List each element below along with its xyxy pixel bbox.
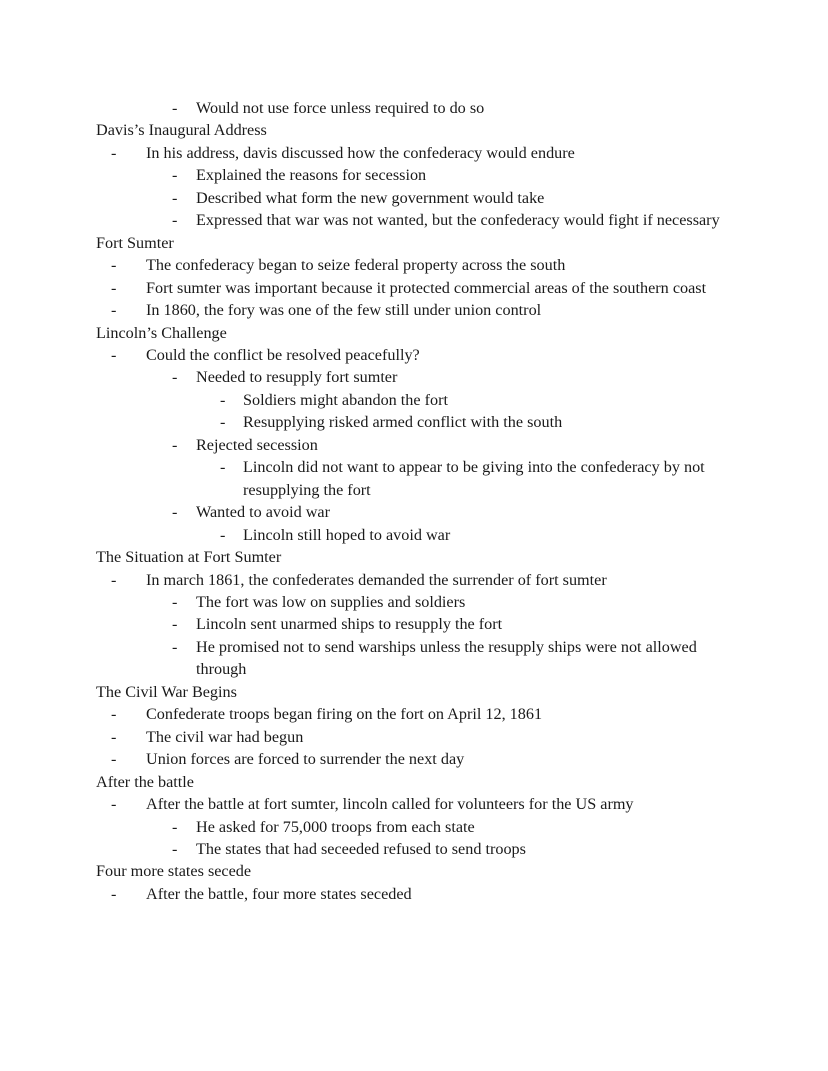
outline-item-text: In march 1861, the confederates demanded the surrender of fort sumter [146,570,607,589]
outline-item-text: Fort sumter was important because it protected commercial areas of the southern coast [146,278,707,297]
outline-item [111,344,732,366]
outline-item-text: Expressed that war was not wanted, but the confederacy would fight if necessary [196,211,720,230]
outline-item-text: After the battle at fort sumter, lincoln called for volunteers for the US army [146,795,634,814]
bullet-dash-icon: - [111,143,117,162]
outline-item-text: Confederate troops began firing on the fort on April 12, 1861 [146,705,543,724]
bullet-dash-icon: - [172,592,178,611]
outline-item-text: Resupplying risked armed conflict with the south [243,413,563,432]
outline-item-text: The confederacy began to seize federal property across the south [146,256,566,275]
outline-item-text: Lincoln sent unarmed ships to resupply the fort [196,615,503,634]
bullet-dash-icon: - [111,705,117,724]
outline-item [111,726,732,748]
bullet-dash-icon: - [111,301,117,320]
outline-item-text: Described what form the new government would take [196,188,545,207]
bullet-dash-icon: - [172,211,178,230]
outline-item [111,142,732,164]
bullet-dash-icon: - [172,839,178,858]
outline-item [111,277,732,299]
outline-heading [96,232,732,254]
outline-item [172,816,732,838]
outline-item [172,164,732,186]
outline-item [111,254,732,276]
outline-item-text: The civil war had begun [146,727,304,746]
bullet-dash-icon: - [172,166,178,185]
outline-item-text: Wanted to avoid war [196,503,330,522]
outline-item [220,411,732,433]
outline-heading-text: Fort Sumter [96,233,174,252]
outline-item [111,569,732,591]
bullet-dash-icon: - [220,390,226,409]
outline-item-text: The states that had seceeded refused to send troops [196,839,526,858]
outline-item-text: Rejected secession [196,435,318,454]
outline-item-text: Union forces are forced to surrender the next day [146,750,465,769]
outline-item [111,299,732,321]
bullet-dash-icon: - [111,884,117,903]
outline-item [172,97,732,119]
outline-item [220,524,732,546]
outline-item-text: In 1860, the fory was one of the few still under union control [146,301,542,320]
outline-item-text: Soldiers might abandon the fort [243,390,449,409]
outline-item-text: In his address, davis discussed how the confederacy would endure [146,143,575,162]
outline-item-text: Explained the reasons for secession [196,166,427,185]
outline-item [172,209,732,231]
outline-item-text: The fort was low on supplies and soldiers [196,592,466,611]
outline-item-text: Lincoln still hoped to avoid war [243,525,451,544]
outline-heading-text: Lincoln’s Challenge [96,323,227,342]
outline-item-text: Lincoln did not want to appear to be giving into the confederacy by not resupplying the fort [243,458,705,499]
bullet-dash-icon: - [172,368,178,387]
outline-item-text: Needed to resupply fort sumter [196,368,398,387]
document-body [96,97,732,905]
outline-heading-text: The Civil War Begins [96,682,237,701]
bullet-dash-icon: - [111,278,117,297]
outline-heading [96,860,732,882]
outline-item [220,389,732,411]
outline-heading-text: The Situation at Fort Sumter [96,548,282,567]
bullet-dash-icon: - [172,188,178,207]
bullet-dash-icon: - [172,99,178,117]
outline-item [172,434,732,456]
bullet-dash-icon: - [220,413,226,432]
bullet-dash-icon: - [111,570,117,589]
outline-item-text: After the battle, four more states seceded [146,884,412,903]
bullet-dash-icon: - [172,637,178,656]
bullet-dash-icon: - [111,727,117,746]
bullet-dash-icon: - [220,458,226,477]
outline-heading-text: After the battle [96,772,194,791]
outline-heading-text: Davis’s Inaugural Address [96,121,267,140]
outline-item [220,456,732,501]
outline-heading [96,771,732,793]
outline-item [172,636,732,681]
outline-item [172,613,732,635]
outline-item-text: Could the conflict be resolved peacefully? [146,345,420,364]
bullet-dash-icon: - [111,750,117,769]
bullet-dash-icon: - [111,345,117,364]
outline-item-text: He promised not to send warships unless the resupply ships were not allowed through [196,637,697,679]
bullet-dash-icon: - [111,256,117,275]
outline-heading [96,681,732,703]
outline-item [111,748,732,770]
outline-item-text: Would not use force unless required to do so [196,99,485,117]
bullet-dash-icon: - [220,525,226,544]
bullet-dash-icon: - [111,795,117,814]
outline-item [172,838,732,860]
outline-heading [96,322,732,344]
bullet-dash-icon: - [172,503,178,522]
outline-item [172,501,732,523]
outline-item [172,366,732,388]
outline-heading-text: Four more states secede [96,862,252,881]
outline-item [172,187,732,209]
bullet-dash-icon: - [172,817,178,836]
outline-item [111,883,732,905]
outline-item [172,591,732,613]
outline-heading [96,546,732,568]
outline-item [111,703,732,725]
outline-item [111,793,732,815]
bullet-dash-icon: - [172,435,178,454]
outline-heading [96,119,732,141]
bullet-dash-icon: - [172,615,178,634]
outline-item-text: He asked for 75,000 troops from each state [196,817,475,836]
